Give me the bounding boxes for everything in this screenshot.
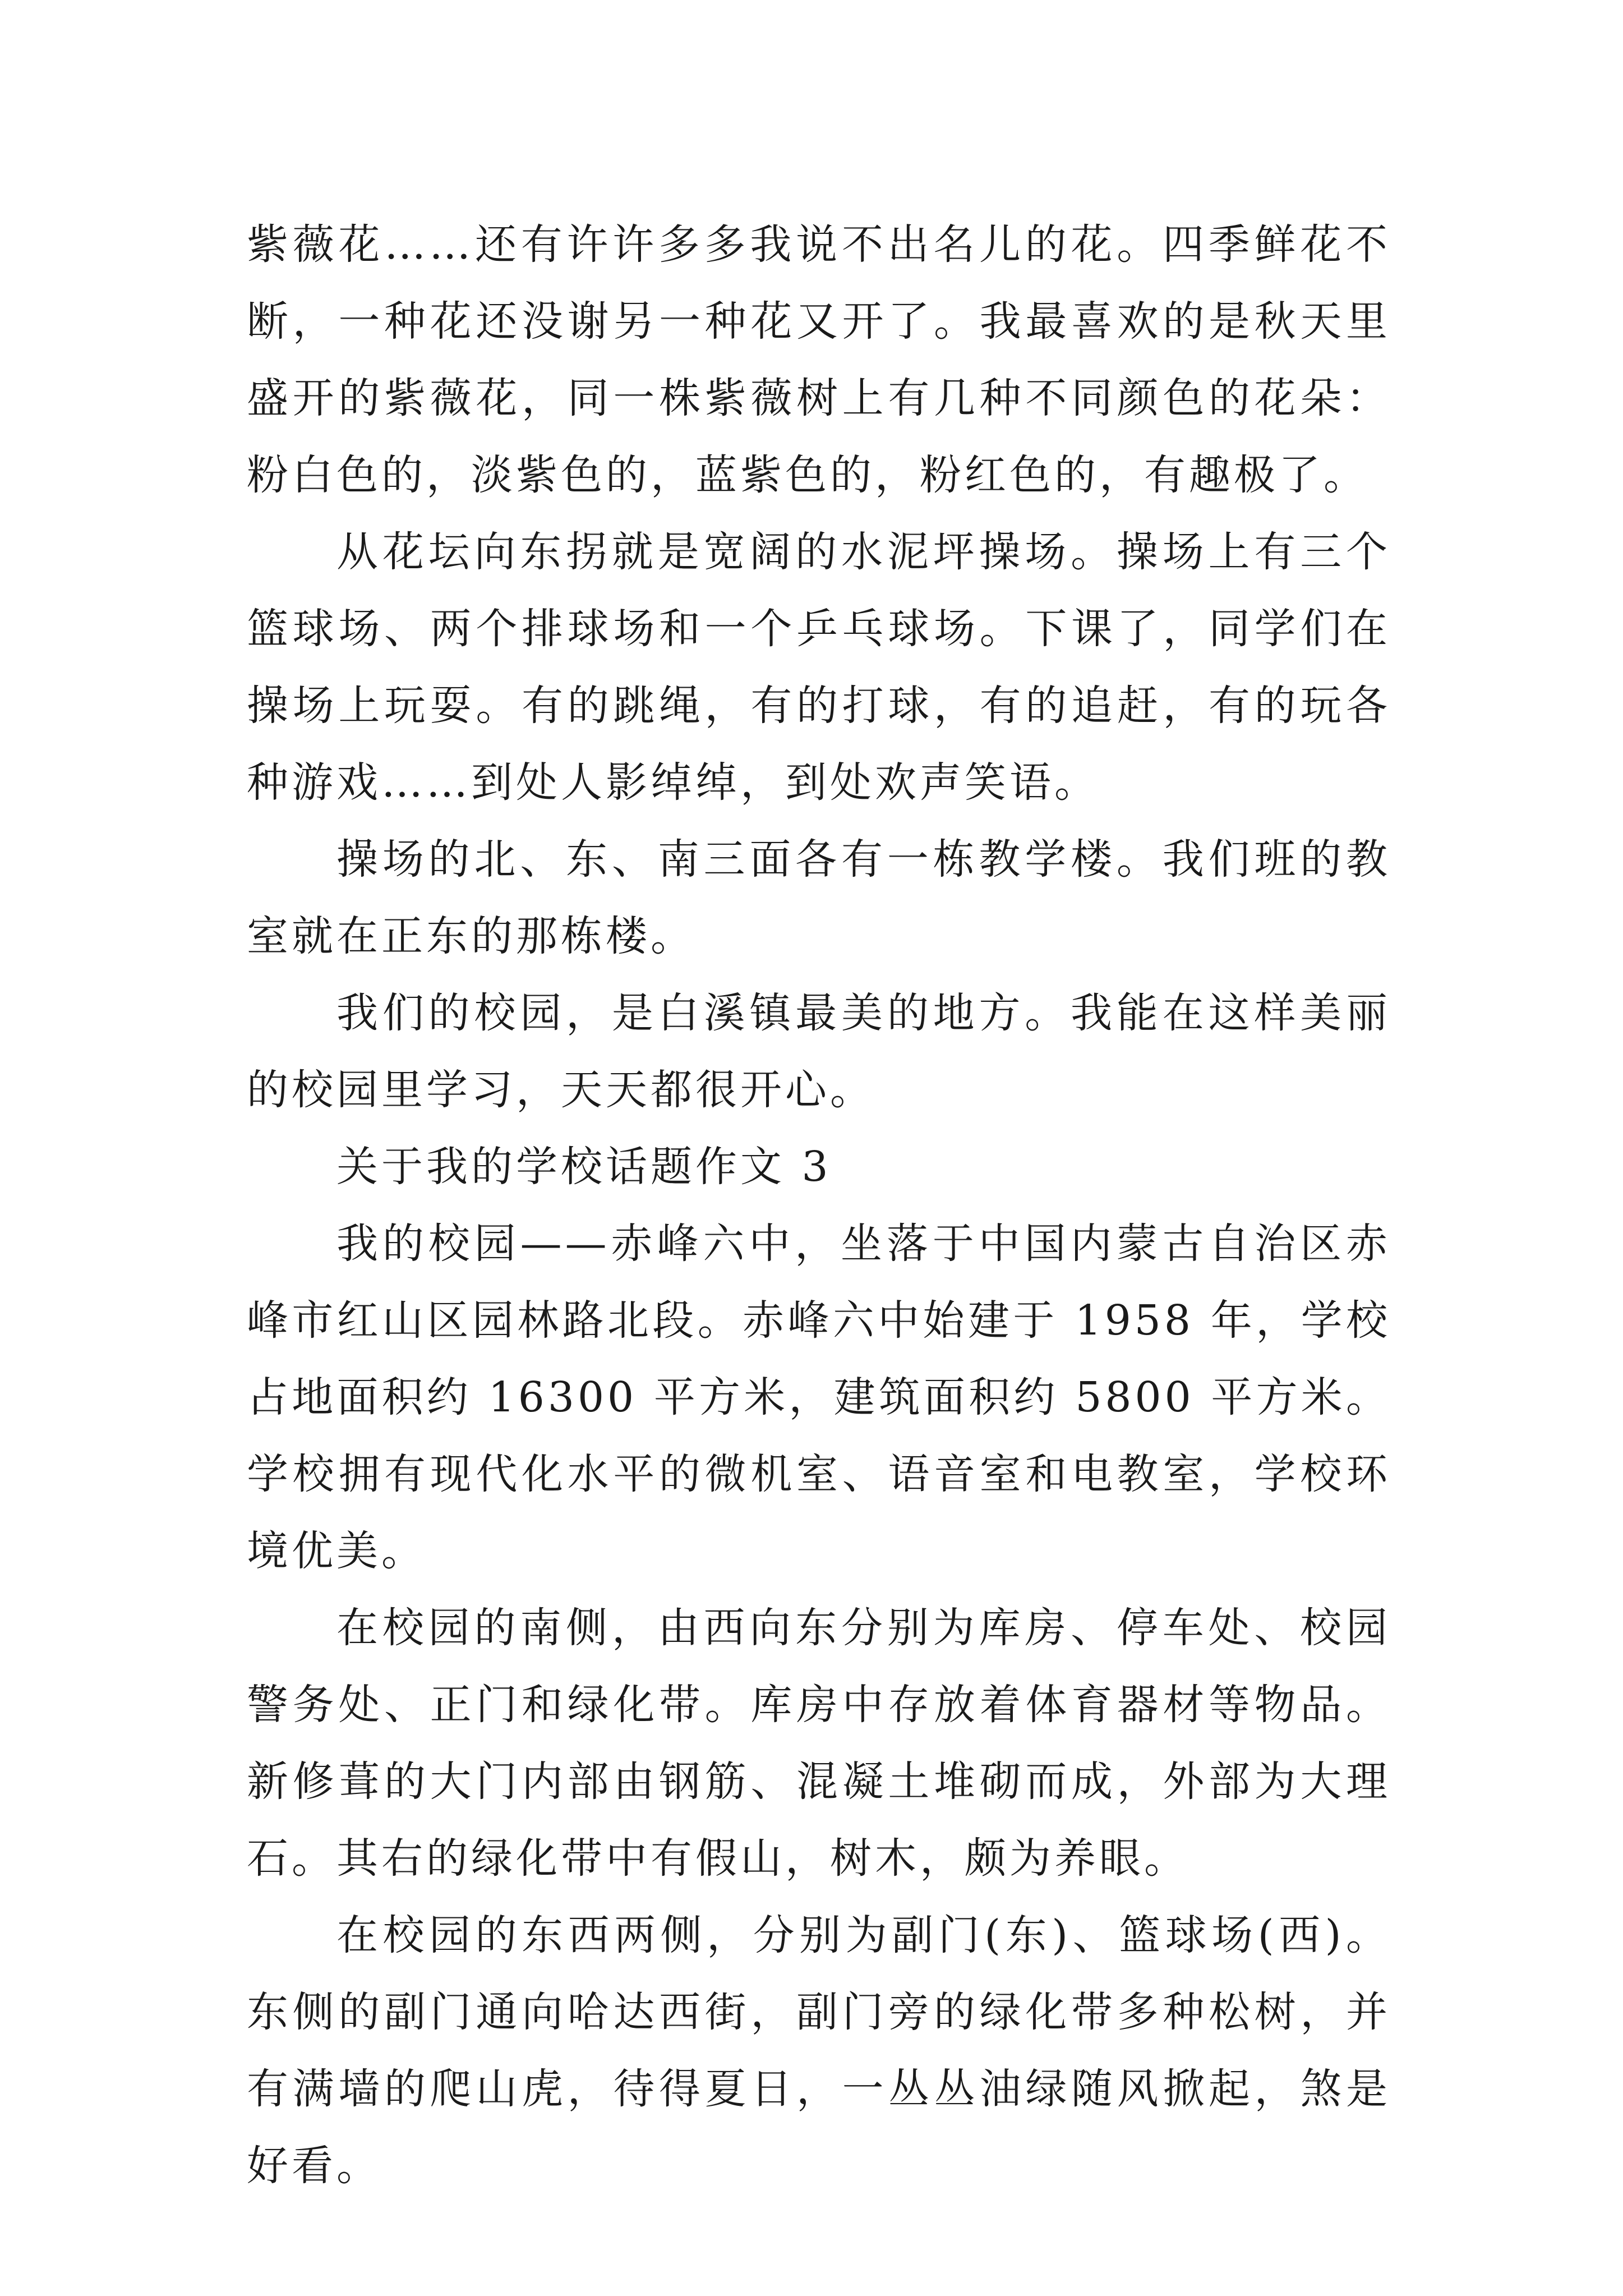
paragraph-5: 我的校园——赤峰六中，坐落于中国内蒙古自治区赤峰市红山区园林路北段。赤峰六中始建于 1958 年，学校占地面积约 16300 平方米，建筑面积约 5800 平方米。学校拥有现代化水平的微机室、语音室和电教室，学校环境优美。: [247, 1220, 1391, 1575]
paragraph-6: 在校园的南侧，由西向东分别为库房、停车处、校园警务处、正门和绿化带。库房中存放着体育器材等物品。新修葺的大门内部由钢筋、混凝土堆砌而成，外部为大理石。其右的绿化带中有假山，树木，颇为养眼。: [247, 1604, 1391, 1883]
paragraph-7: 在校园的东西两侧，分别为副门(东)、篮球场(西)。东侧的副门通向哈达西街，副门旁的绿化带多种松树，并有满墙的爬山虎，待得夏日，一丛丛油绿随风掀起，煞是好看。: [247, 1911, 1391, 2190]
paragraph-2: 从花坛向东拐就是宽阔的水泥坪操场。操场上有三个篮球场、两个排球场和一个乒乓球场。下课了，同学们在操场上玩耍。有的跳绳，有的打球，有的追赶，有的玩各种游戏……到处人影绰绰，到处欢声笑语。: [247, 528, 1391, 807]
paragraph-1: 紫薇花……还有许许多多我说不出名儿的花。四季鲜花不断，一种花还没谢另一种花又开了。我最喜欢的是秋天里盛开的紫薇花，同一株紫薇树上有几种不同颜色的花朵：粉白色的，淡紫色的，蓝紫色的，粉红色的，有趣极了。: [247, 220, 1391, 499]
document-body: [247, 206, 1391, 2205]
paragraph-4: 我们的校园，是白溪镇最美的地方。我能在这样美丽的校园里学习，天天都很开心。: [247, 989, 1391, 1114]
section-heading: 关于我的学校话题作文 3: [336, 1143, 832, 1191]
paragraph-3: 操场的北、东、南三面各有一栋教学楼。我们班的教室就在正东的那栋楼。: [247, 835, 1391, 960]
